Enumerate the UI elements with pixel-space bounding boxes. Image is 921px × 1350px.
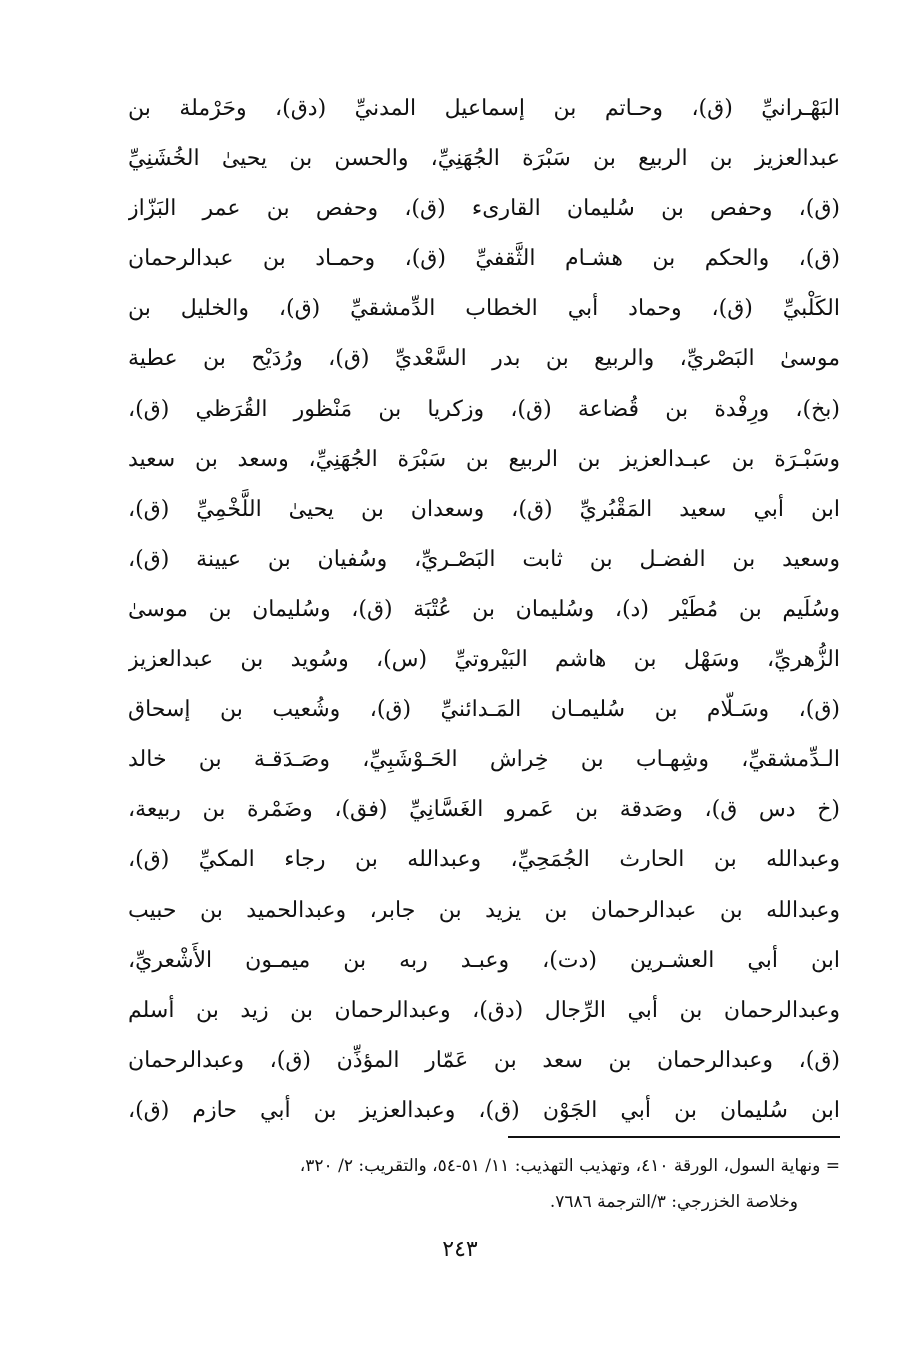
text-line: وسُلَيم بن مُطَيْر (د)، وسُليمان بن عُتْبَة (ق)، وسُليمان بن موسىٰ — [128, 596, 840, 622]
text-line: (ق)، وعبدالرحمان بن سعد بن عَمّار المؤذِّن (ق)، وعبدالرحمان — [128, 1047, 840, 1073]
page-number: ٢٤٣ — [442, 1237, 478, 1262]
text-line: (ق)، وحفص بن سُليمان القارىء (ق)، وحفص بن عمر البَزّاز — [128, 196, 840, 222]
text-line: ابن أبي العشـرين (دت)، وعبـد ربه بن ميمـون الأَشْعريِّ، — [128, 947, 840, 973]
main-text-block — [128, 84, 840, 1136]
text-line: (ق)، والحكم بن هشـام الثَّقفيِّ (ق)، وحمـاد بن عبدالرحمان — [128, 246, 840, 272]
text-line: موسىٰ البَصْريِّ، والربيع بن بدر السَّعْديِّ (ق)، ورُدَيْح بن عطية — [128, 346, 840, 372]
text-line: (خ دس ق)، وصَدقة بن عَمرو الغَسَّانِيِّ (فق)، وضَمْرة بن ربيعة، — [128, 797, 840, 823]
text-line: وسعيد بن الفضـل بن ثابت البَصْـريِّ، وسُفيان بن عيينة (ق)، — [128, 546, 840, 572]
text-line: الكَلْبيِّ (ق)، وحماد أبي الخطاب الدِّمشقيِّ (ق)، والخليل بن — [128, 296, 840, 322]
footnote-block — [128, 1148, 840, 1220]
footnote-line: = ونهاية السول، الورقة ٤١٠، وتهذيب التهذيب: ١١/ ٥١-٥٤، والتقريب: ٢/ ٣٢٠، — [299, 1156, 840, 1176]
text-line: الزُّهريِّ، وسَهْل بن هاشم البَيْروتيِّ (س)، وسُويد بن عبدالعزيز — [128, 647, 840, 673]
footnote-line: وخلاصة الخزرجي: ٣/الترجمة ٧٦٨٦. — [549, 1192, 798, 1212]
text-line: البَهْـرانيِّ (ق)، وحـاتم بن إسماعيل المدنيِّ (دق)، وحَرْملة بن — [128, 96, 840, 121]
text-line: (بخ)، ورِفْدة بن قُضاعة (ق)، وزكريا بن مَنْظور القُرَظي (ق)، — [128, 396, 840, 422]
text-line: وعبدالله بن عبدالرحمان بن يزيد بن جابر، وعبدالحميد بن حبيب — [128, 897, 840, 923]
text-line: ابن أبي سعيد المَقْبُريِّ (ق)، وسعدان بن يحيىٰ اللَّخْمِيِّ (ق)، — [128, 496, 840, 522]
text-line: عبدالعزيز بن الربيع بن سَبْرَة الجُهَنِيِّ، والحسن بن يحيىٰ الخُشَنِيِّ — [128, 146, 840, 172]
text-line: (ق)، وسَـلّام بن سُليمـان المَـدائنيِّ (ق)، وشُعيب بن إسحاق — [128, 697, 840, 723]
text-line: ابن سُليمان بن أبي الجَوْن (ق)، وعبدالعزيز بن أبي حازم (ق)، — [128, 1097, 840, 1123]
footnote-separator — [508, 1136, 840, 1138]
text-line: الـدِّمشقيِّ، وشِهـاب بن خِراش الحَـوْشَبِيِّ، وصَـدَقـة بن خالد — [128, 747, 840, 773]
text-line: وسَبْـرَة بن عبـدالعزيز بن الربيع بن سَبْرَة الجُهَنِيِّ، وسعد بن سعيد — [128, 446, 840, 472]
text-line: وعبدالله بن الحارث الجُمَحِيِّ، وعبدالله بن رجاء المكيِّ (ق)، — [128, 847, 840, 873]
text-line: وعبدالرحمان بن أبي الرِّجال (دق)، وعبدالرحمان بن زيد بن أسلم — [128, 997, 840, 1023]
